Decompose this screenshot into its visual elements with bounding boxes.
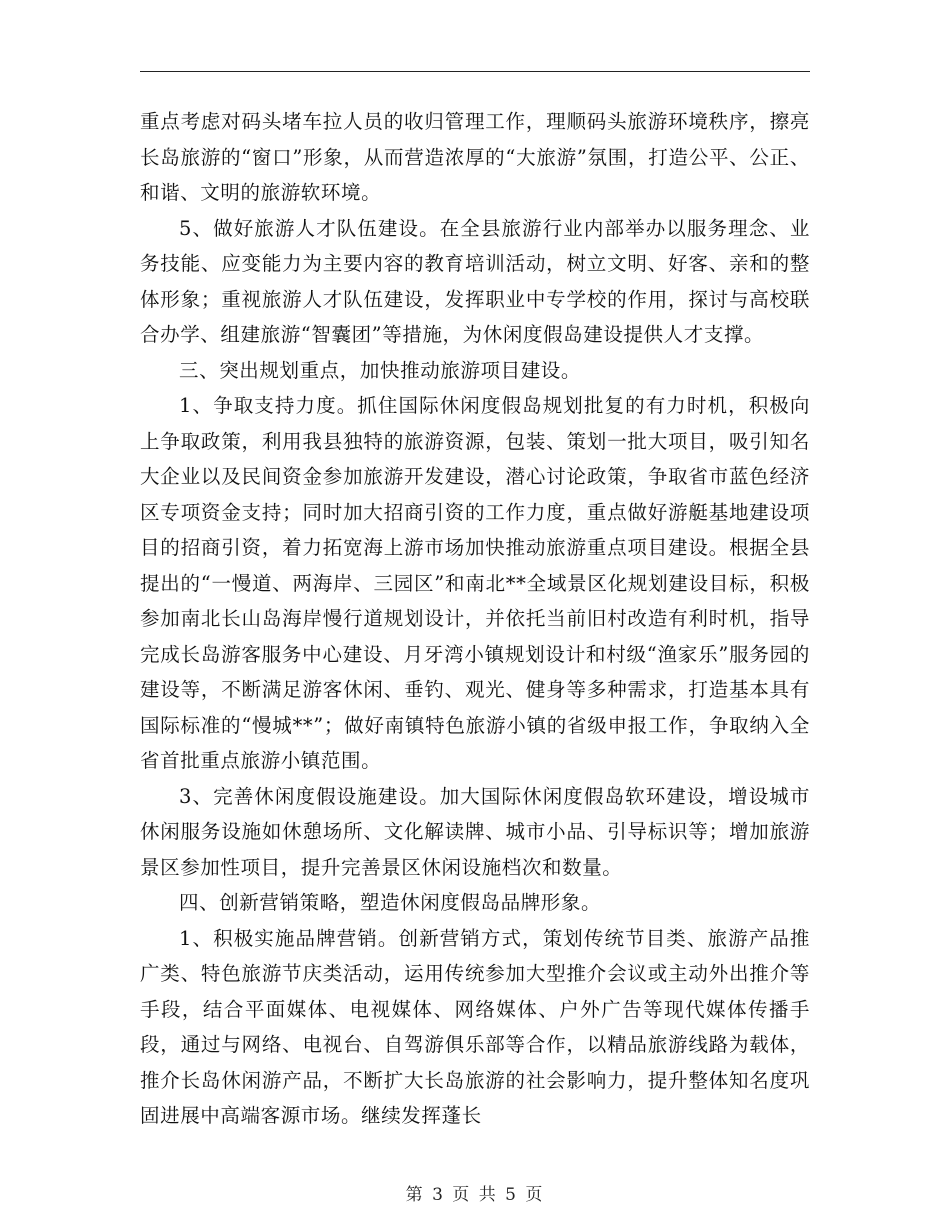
paragraph-talent-team: 5、做好旅游人才队伍建设。在全县旅游行业内部举办以服务理念、业务技能、应变能力为主要内容的教育培训活动，树立文明、好客、亲和的整体形象；重视旅游人才队伍建设，发挥职业中专学校的作用，探讨与高校联合办学、组建旅游“智囊团”等措施，为休闲度假岛建设提供人才支撑。 [140,216,810,346]
page-number: 第 3 页 共 5 页 [405,1185,545,1205]
document-body [140,104,810,1134]
section-heading-planning: 三、突出规划重点，加快推动旅游项目建设。 [179,358,582,382]
section-heading-marketing: 四、创新营销策略，塑造休闲度假岛品牌形象。 [179,891,602,914]
paragraph-support: 1、争取支持力度。抓住国际休闲度假岛规划批复的有力时机，积极向上争取政策，利用我县独特的旅游资源，包装、策划一批大项目，吸引知名大企业以及民间资金参加旅游开发建设，潜心讨论政策，争取省市蓝色经济区专项资金支持；同时加大招商引资的工作力度，重点做好游艇基地建设项目的招商引资，着力拓宽海上游市场加快推动旅游重点项目建设。根据全县提出的“一慢道、两海岸、三园区”和南北**全域景区化规划建设目标，积极参加南北长山岛海岸慢行道规划设计，并依托当前旧村改造有利时机，指导完成长岛游客服务中心建设、月牙湾小镇规划设计和村级“渔家乐”服务园的建设等，不断满足游客休闲、垂钓、观光、健身等多种需求，打造基本具有国际标准的“慢城**”；做好南镇特色旅游小镇的省级申报工作，争取纳入全省首批重点旅游小镇范围。 [140,394,810,772]
paragraph-facilities: 3、完善休闲度假设施建设。加大国际休闲度假岛软环建设，增设城市休闲服务设施如休憩场所、文化解读牌、城市小品、引导标识等；增加旅游景区参加性项目，提升完善景区休闲设施档次和数量。 [140,784,810,879]
paragraph-brand-marketing: 1、积极实施品牌营销。创新营销方式，策划传统节目类、旅游产品推广类、特色旅游节庆类活动，运用传统参加大型推介会议或主动外出推介等手段，结合平面媒体、电视媒体、网络媒体、户外广告等现代媒体传播手段，通过与网络、电视台、自驾游俱乐部等合作，以精品旅游线路为载体，推介长岛休闲游产品，不断扩大长岛旅游的社会影响力，提升整体知名度巩固进展中高端客源市场。继续发挥蓬长 [140,926,810,1127]
header-rule [140,71,810,72]
paragraph-continuation: 重点考虑对码头堵车拉人员的收归管理工作，理顺码头旅游环境秩序，擦亮长岛旅游的“窗口”形象，从而营造浓厚的“大旅游”氛围，打造公平、公正、和谐、文明的旅游软环境。 [140,110,810,204]
